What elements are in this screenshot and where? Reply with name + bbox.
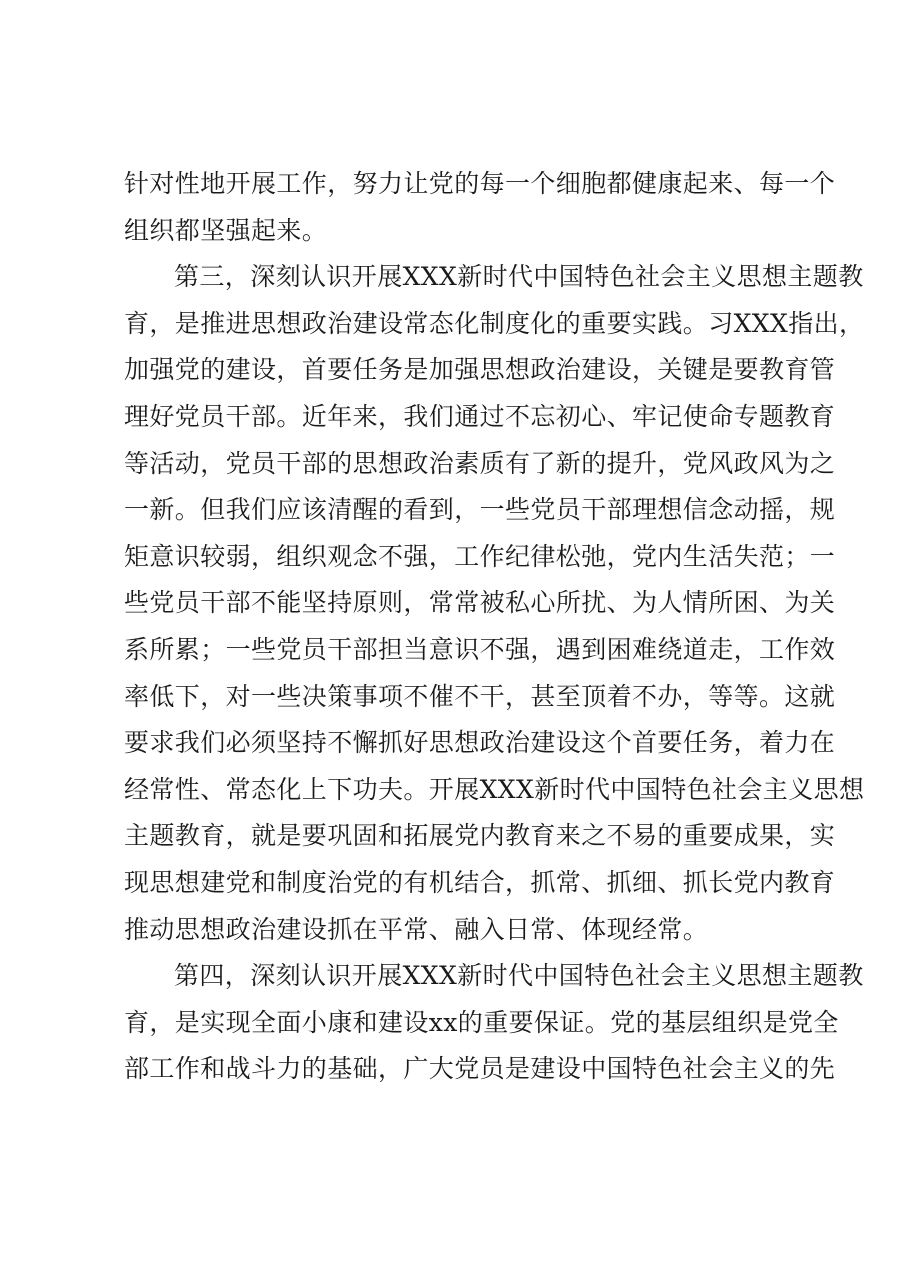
text-line: 些党员干部不能坚持原则，常常被私心所扰、为人情所困、为关 [124,588,836,618]
text-line: 育，是实现全面小康和建设xx的重要保证。党的基层组织是党全 [124,1007,839,1037]
text-line: 组织都坚强起来。 [124,215,328,245]
text-line: 现思想建党和制度治党的有机结合，抓常、抓细、抓长党内教育 [124,867,836,897]
text-line: 矩意识较弱，组织观念不强，工作纪律松弛，党内生活失范；一 [124,541,836,571]
text-line: 一新。但我们应该清醒的看到，一些党员干部理想信念动摇，规 [124,495,836,525]
text-line: 主题教育，就是要巩固和拓展党内教育来之不易的重要成果，实 [124,821,836,851]
text-line: 经常性、常态化上下功夫。开展XXX新时代中国特色社会主义思想 [124,774,865,804]
paragraph-start-line: 第四，深刻认识开展XXX新时代中国特色社会主义思想主题教 [174,961,864,991]
text-line: 针对性地开展工作，努力让党的每一个细胞都健康起来、每一个 [124,169,836,198]
text-line: 率低下，对一些决策事项不催不干，甚至顶着不办，等等。这就 [124,681,836,711]
text-line: 育，是推进思想政治建设常态化制度化的重要实践。习XXX指出， [124,308,865,338]
text-line: 等活动，党员干部的思想政治素质有了新的提升，党风政风为之 [124,448,836,478]
text-line: 部工作和战斗力的基础，广大党员是建设中国特色社会主义的先 [124,1054,836,1084]
document-body [124,161,865,1093]
text-line: 推动思想政治建设抓在平常、融入日常、体现经常。 [124,914,709,944]
text-line: 加强党的建设，首要任务是加强思想政治建设，关键是要教育管 [124,355,836,385]
text-line: 理好党员干部。近年来，我们通过不忘初心、牢记使命专题教育 [124,401,836,431]
text-line: 系所累；一些党员干部担当意识不强，遇到困难绕道走，工作效 [124,634,836,664]
paragraph-start-line: 第三，深刻认识开展XXX新时代中国特色社会主义思想主题教 [174,262,864,292]
text-line: 要求我们必须坚持不懈抓好思想政治建设这个首要任务，着力在 [124,728,836,758]
